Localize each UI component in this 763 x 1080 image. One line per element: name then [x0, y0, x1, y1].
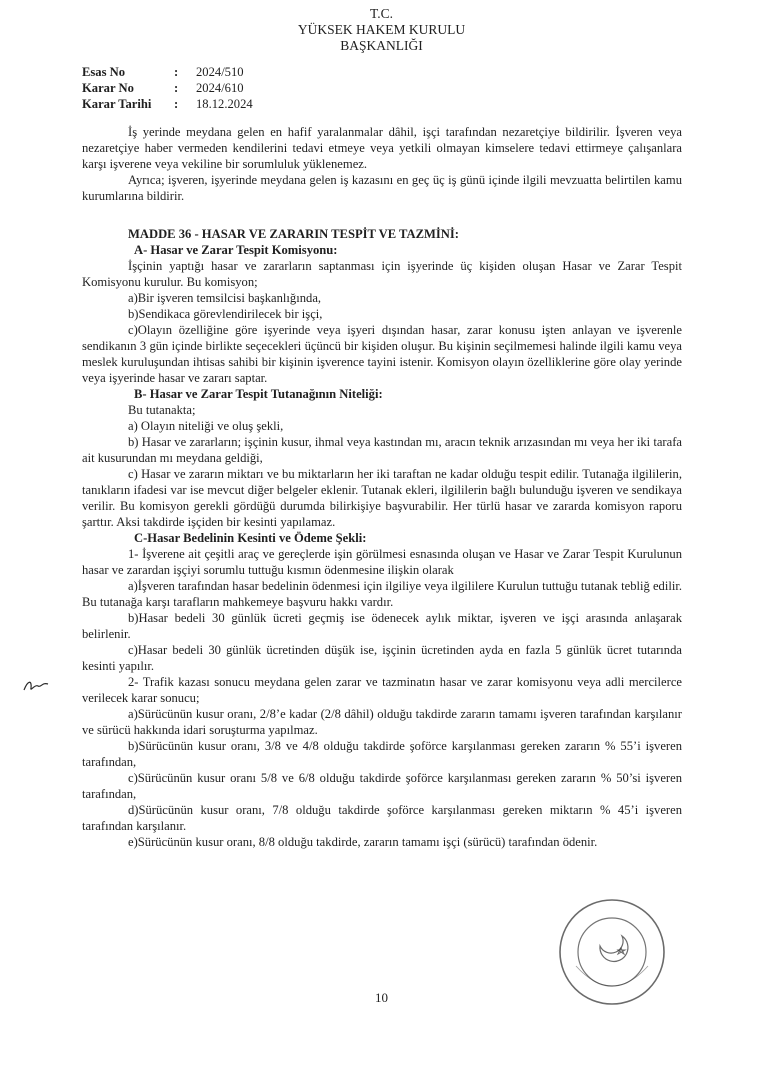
list-item: a)Bir işveren temsilcisi başkanlığında,: [128, 291, 322, 305]
decision-date-row: [82, 96, 253, 112]
document-header: [0, 6, 763, 54]
paragraph: Bu tutanakta;: [128, 403, 196, 417]
meta-value: 18.12.2024: [196, 97, 253, 111]
section-heading-a: A- Hasar ve Zarar Tespit Komisyonu:: [134, 243, 338, 257]
document-body: [82, 124, 682, 850]
meta-colon: :: [174, 81, 179, 95]
article-heading: MADDE 36 - HASAR VE ZARARIN TESPİT VE TAZMİNİ:: [128, 227, 459, 241]
meta-value: 2024/510: [196, 65, 244, 79]
meta-key: Esas No: [82, 65, 126, 79]
list-item: c) Hasar ve zararın miktarı ve bu miktarların her iki taraftan ne kadar olduğu tespit edilir. Tutanağa ilgililerin, tanıkların ifadesi var ise mevcut diğer belgeler eklenir. Tutanak ekleri, ilgililerin bağlı bulunduğu işveren ve sendikaya verilir. Bu komisyon gerekli gördüğü durumda bilirkişiye başvurabilir. Her türlü hasar ve zararda komisyon raporu şarttır. Aksi takdirde işçiden bir kesinti yapılamaz.: [82, 467, 682, 529]
case-number-row: [82, 64, 253, 80]
section-heading-c: C-Hasar Bedelinin Kesinti ve Ödeme Şekli:: [134, 531, 367, 545]
list-item: c)Hasar bedeli 30 günlük ücretinden düşük ise, işçinin ücretinden ayda en fazla 5 günlük ücret tutarında kesinti yapılır.: [82, 643, 682, 673]
meta-colon: :: [174, 65, 179, 79]
meta-key: Karar No: [82, 81, 134, 95]
official-seal-stamp: [556, 896, 668, 1008]
list-item: c)Sürücünün kusur oranı 5/8 ve 6/8 olduğu takdirde şoförce karşılanması gereken zararın % 50’si işveren tarafından,: [82, 771, 682, 801]
list-item: 1- İşverene ait çeşitli araç ve gereçlerde işin görülmesi esnasında oluşan ve Hasar ve Zarar Tespit Kurulunun hasar ve zarardan işçiyi sorumlu tuttuğu kısmın ödenmesine ilişkin olarak: [82, 547, 682, 577]
header-country: T.C.: [370, 6, 393, 21]
meta-colon: :: [174, 97, 179, 111]
list-item: a)İşveren tarafından hasar bedelinin ödenmesi için ilgiliye veya ilgililere Kurulun tuttuğu tutanak tebliğ edilir. Bu tutanağa karşı tarafların mahkemeye başvuru hakkı vardır.: [82, 579, 682, 609]
list-item: e)Sürücünün kusur oranı, 8/8 olduğu takdirde, zararın tamamı işçi (sürücü) tarafından ödenir.: [128, 835, 598, 849]
list-item: b)Sürücünün kusur oranı, 3/8 ve 4/8 olduğu takdirde şoförce karşılanması gereken zararın % 55’i işveren tarafından,: [82, 739, 682, 769]
section-heading-b: B- Hasar ve Zarar Tespit Tutanağının Niteliği:: [134, 387, 383, 401]
list-item: a) Olayın niteliği ve oluş şekli,: [128, 419, 284, 433]
paragraph: Ayrıca; işveren, işyerinde meydana gelen iş kazasını en geç üç iş günü içinde ilgili mevzuatta belirtilen kamu kurumlarına bildirir.: [82, 173, 682, 203]
meta-value: 2024/610: [196, 81, 244, 95]
page-number: 10: [375, 990, 388, 1005]
list-item: d)Sürücünün kusur oranı, 7/8 olduğu takdirde şoförce karşılanması gereken miktarın % 45’i işveren tarafından karşılanır.: [82, 803, 682, 833]
list-item: c)Olayın özelliğine göre işyerinde veya işyeri dışından hasar, zarar konusu işten anlayan ve işverenle sendikanın 3 gün içinde birlikte seçecekleri üçüncü bir kişiden oluşur. Bu kişinin seçilmemesi halinde ilgili kamu veya meslek kuruluşundan ihtisas sahibi bir kişinin işverence tayini istenir. Komisyon olayın özelliklerine göre olay yerinde veya işyerinde hasar ve zararı saptar.: [82, 323, 682, 385]
margin-initials-signature: [22, 676, 50, 694]
list-item: b)Hasar bedeli 30 günlük ücreti geçmiş ise ödenecek aylık miktar, işveren ve işçi arasında anlaşarak belirlenir.: [82, 611, 682, 641]
list-item: a)Sürücünün kusur oranı, 2/8’e kadar (2/8 dâhil) olduğu takdirde zararın tamamı işveren tarafından karşılanır ve sürücü hakkında idari soruşturma yapılmaz.: [82, 707, 682, 737]
header-department: BAŞKANLIĞI: [340, 38, 423, 53]
list-item: 2- Trafik kazası sonucu meydana gelen zarar ve tazminatın hasar ve zarar komisyonu veya adli mercilerce verilecek karar sonucu;: [82, 675, 682, 705]
case-metadata: [82, 64, 253, 112]
paragraph: İş yerinde meydana gelen en hafif yaralanmalar dâhil, işçi tarafından nezaretçiye bildirilir. İşveren veya nezaretçiye haber vermeden kendilerini tedavi etmeye veya yetkili olmayan kimselere tedavi ettirmeye çalışanlara karşı işverene veya vekiline bir sorumluluk yüklenemez.: [82, 125, 682, 171]
decision-number-row: [82, 80, 253, 96]
paragraph: İşçinin yaptığı hasar ve zararların saptanması için işyerinde üç kişiden oluşan Hasar ve Zarar Tespit Komisyonu kurulur. Bu komisyon;: [82, 259, 682, 289]
header-institution: YÜKSEK HAKEM KURULU: [297, 22, 466, 37]
meta-key: Karar Tarihi: [82, 97, 152, 111]
list-item: b) Hasar ve zararların; işçinin kusur, ihmal veya kastından mı, aracın teknik arızasından mı veya her iki tarafa ait kusurundan mı meydana geldiği,: [82, 435, 682, 465]
list-item: b)Sendikaca görevlendirilecek bir işçi,: [128, 307, 323, 321]
